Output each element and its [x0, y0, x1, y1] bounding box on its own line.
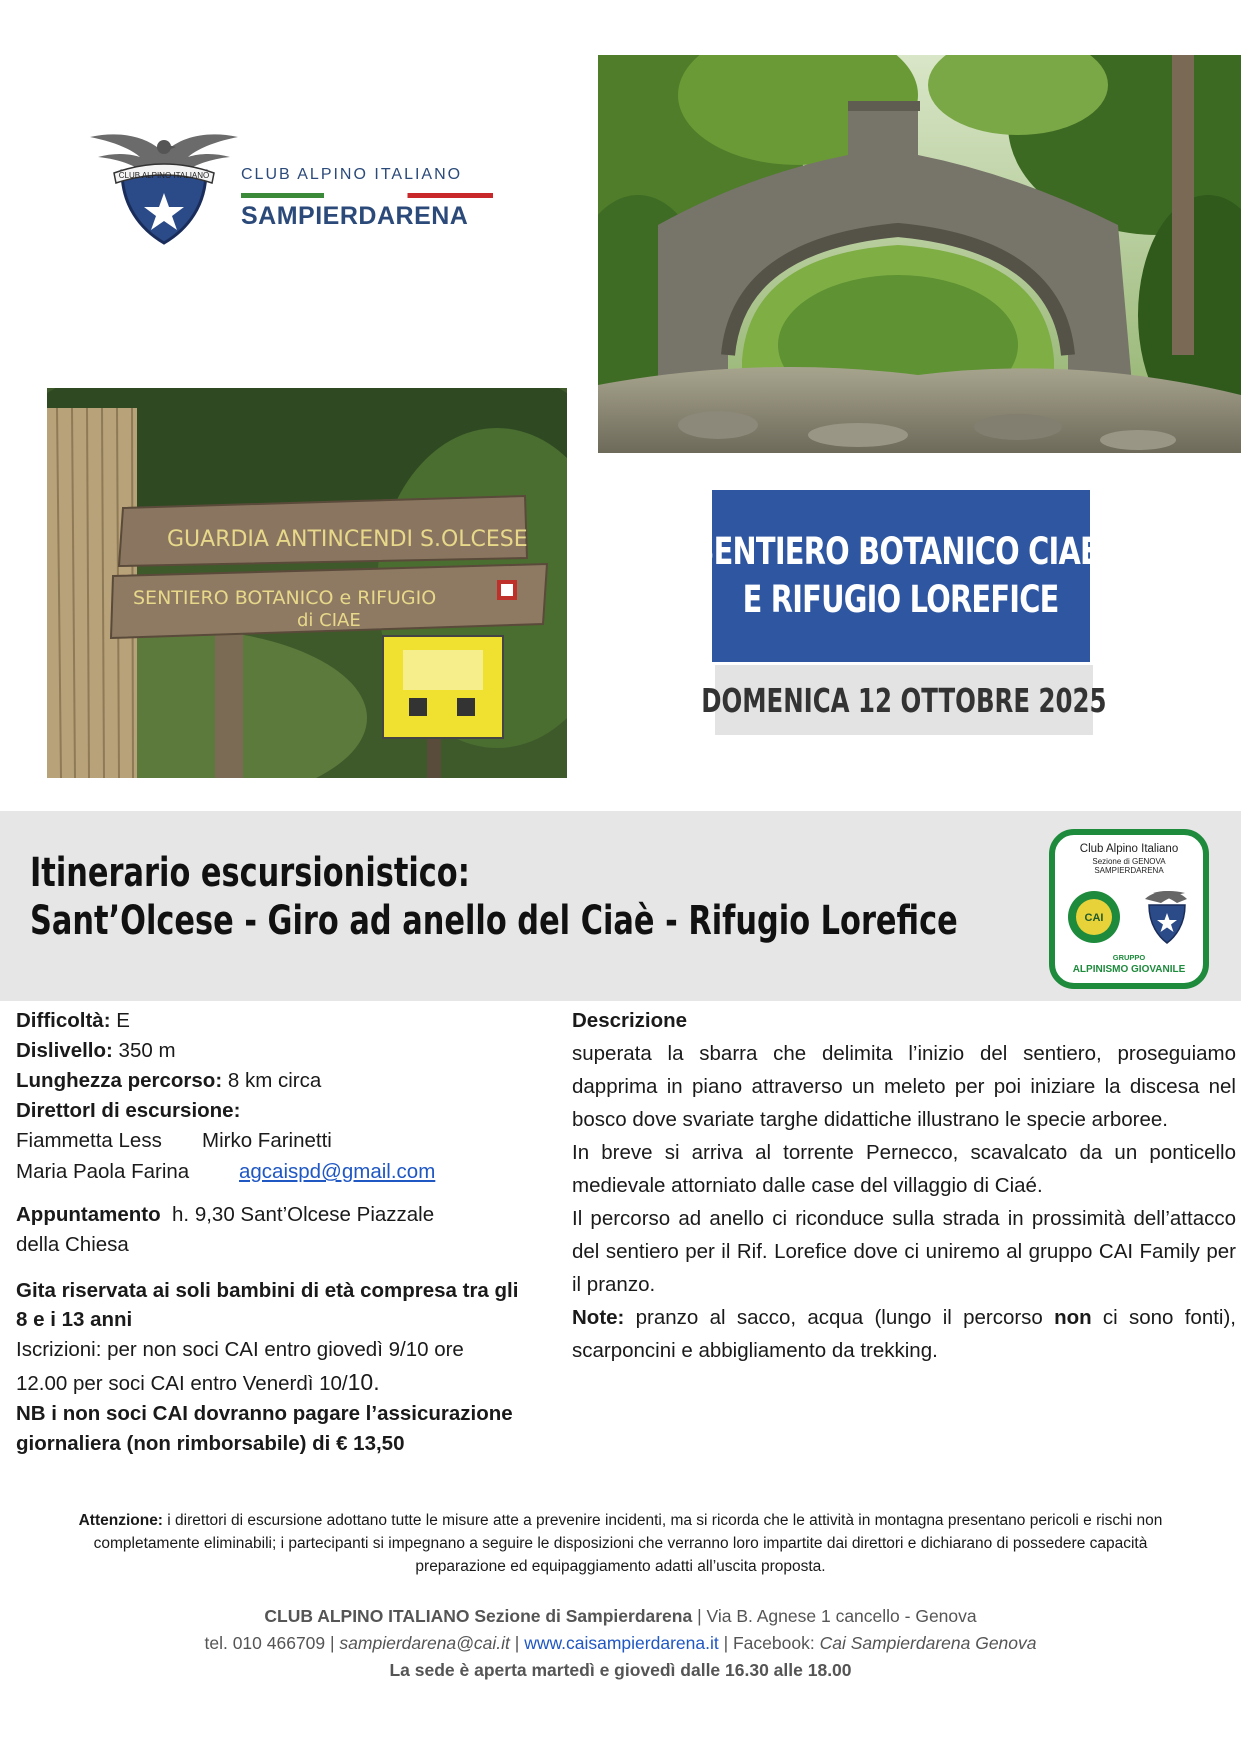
meeting-value-cont: della Chiesa	[16, 1233, 129, 1256]
enroll-line-2	[16, 1367, 380, 1399]
difficulty-value: E	[110, 1009, 130, 1032]
description-p2: In breve si arriva al torrente Pernecco, scavalcato da un ponticello medievale attorniato dalle case del villaggio di Ciaé.	[572, 1141, 1236, 1197]
logo-org-name: CLUB ALPINO ITALIANO	[241, 166, 463, 183]
enroll-line-2-text: 12.00 per soci CAI entro Venerdì 10/	[16, 1372, 348, 1395]
note-label: Note:	[572, 1306, 625, 1329]
note-text-b: ci sono fonti), scarponcini e abbigliamento da trekking.	[572, 1306, 1236, 1362]
description-heading: Descrizione	[572, 1009, 688, 1032]
length-line	[16, 1066, 321, 1096]
event-title-box	[693, 490, 1109, 662]
description-note	[572, 1301, 1236, 1367]
director-2: Mirko Farinetti	[202, 1129, 332, 1152]
svg-text:Sezione di GENOVA: Sezione di GENOVA	[1092, 857, 1166, 866]
meeting-line	[16, 1200, 434, 1230]
itinerary-route: Sant’Olcese - Giro ad anello del Ciaè - Rifugio Lorefice	[30, 898, 958, 944]
note-bold: non	[1054, 1306, 1092, 1329]
notice-label: Attenzione:	[78, 1512, 163, 1529]
svg-text:CLUB ALPINO ITALIANO: CLUB ALPINO ITALIANO	[118, 171, 210, 180]
event-date: DOMENICA 12 OTTOBRE 2025	[701, 680, 1107, 720]
meeting-label: Appuntamento	[16, 1203, 161, 1226]
svg-text:GUARDIA ANTINCENDI S.OLCESE: GUARDIA ANTINCENDI S.OLCESE	[167, 527, 528, 552]
footer-hours: La sede è aperta martedì e giovedì dalle 16.30 alle 18.00	[389, 1660, 852, 1680]
nb-line-1: NB i non soci CAI dovranno pagare l’assicurazione	[16, 1402, 513, 1425]
length-label: Lunghezza percorso:	[16, 1069, 223, 1092]
director-1: Fiammetta Less	[16, 1129, 162, 1152]
itinerary-heading: Itinerario escursionistico:	[30, 850, 470, 896]
svg-text:SAMPIERDARENA: SAMPIERDARENA	[1094, 866, 1164, 875]
footer-line-2	[0, 1630, 1241, 1657]
tricolor-divider	[241, 193, 493, 198]
svg-text:di CIAE: di CIAE	[297, 610, 361, 631]
svg-text:GRUPPO: GRUPPO	[1112, 953, 1146, 962]
svg-text:ALPINISMO GIOVANILE: ALPINISMO GIOVANILE	[1072, 964, 1186, 975]
length-value: 8 km circa	[222, 1069, 322, 1092]
event-date-box	[701, 665, 1107, 735]
enroll-line-2-end: 10.	[347, 1369, 380, 1395]
svg-text:SENTIERO BOTANICO e RIFUGIO: SENTIERO BOTANICO e RIFUGIO	[133, 587, 437, 609]
contact-email-link[interactable]: agcaispd@gmail.com	[239, 1160, 436, 1183]
note-text-a: pranzo al sacco, acqua (lungo il percorso	[624, 1306, 1055, 1329]
elevation-line	[16, 1036, 176, 1066]
description-p1: superata la sbarra che delimita l’inizio del sentiero, proseguiamo dapprima in piano attraverso un meleto per poi iniziare la discesa nel bosco dove svariate targhe didattiche illustrano le specie arboree.	[572, 1042, 1236, 1131]
enroll-line-1: Iscrizioni: per non soci CAI entro giovedì 9/10 ore	[16, 1338, 464, 1361]
logo-section-name: SAMPIERDARENA	[241, 202, 469, 230]
difficulty-label: Difficoltà:	[16, 1009, 111, 1032]
footer-tel: tel. 010 466709 |	[204, 1633, 340, 1653]
safety-notice	[60, 1509, 1181, 1578]
footer	[0, 1603, 1241, 1684]
footer-address: | Via B. Agnese 1 cancello - Genova	[692, 1606, 977, 1626]
bridge-photo	[598, 55, 1241, 453]
reserved-line-2: 8 e i 13 anni	[16, 1308, 133, 1331]
footer-email[interactable]: sampierdarena@cai.it	[339, 1633, 510, 1653]
footer-fb-label: | Facebook:	[718, 1633, 820, 1653]
trail-sign-photo	[47, 388, 567, 778]
svg-text:Club Alpino Italiano: Club Alpino Italiano	[1079, 843, 1179, 855]
footer-line-1	[0, 1603, 1241, 1630]
elevation-value: 350 m	[112, 1039, 176, 1062]
footer-website-link[interactable]: www.caisampierdarena.it	[524, 1633, 719, 1653]
reserved-line-1: Gita riservata ai soli bambini di età compresa tra gli	[16, 1279, 519, 1302]
footer-facebook[interactable]: Cai Sampierdarena Genova	[819, 1633, 1037, 1653]
alpinismo-giovanile-logo	[1049, 829, 1209, 989]
footer-sep: |	[509, 1633, 525, 1653]
description-section	[572, 1004, 1236, 1367]
notice-text: i direttori di escursione adottano tutte le misure atte a prevenire incidenti, ma si ricorda che le attività in montagna presentano pericoli e rischi non completamente eliminabili; i partecipanti si impegnano a seguire le disposizioni che verranno loro impartite dai direttori e dichiarano di possedere capacità preparazione ed equipaggiamento adatti all’uscita proposta.	[93, 1512, 1163, 1575]
director-3: Maria Paola Farina	[16, 1160, 190, 1183]
difficulty-line	[16, 1006, 130, 1036]
description-p3: Il percorso ad anello ci riconduce sulla strada in prossimità dell’attacco del sentiero per il Rif. Lorefice dove ci uniremo al gruppo CAI Family per il pranzo.	[572, 1207, 1236, 1296]
nb-line-2: giornaliera (non rimborsabile) di € 13,50	[16, 1432, 405, 1455]
elevation-label: Dislivello:	[16, 1039, 113, 1062]
eagle-shield-icon	[88, 125, 240, 250]
meeting-value: h. 9,30 Sant’Olcese Piazzale	[172, 1203, 435, 1226]
event-title-line2: E RIFUGIO LOREFICE	[742, 578, 1060, 621]
svg-text:CAI: CAI	[1084, 912, 1104, 924]
event-title-line1: SENTIERO BOTANICO CIAE’	[693, 530, 1109, 573]
directors-label: DirettorI di escursione:	[16, 1099, 241, 1122]
footer-org: CLUB ALPINO ITALIANO Sezione di Sampierdarena	[264, 1606, 693, 1626]
